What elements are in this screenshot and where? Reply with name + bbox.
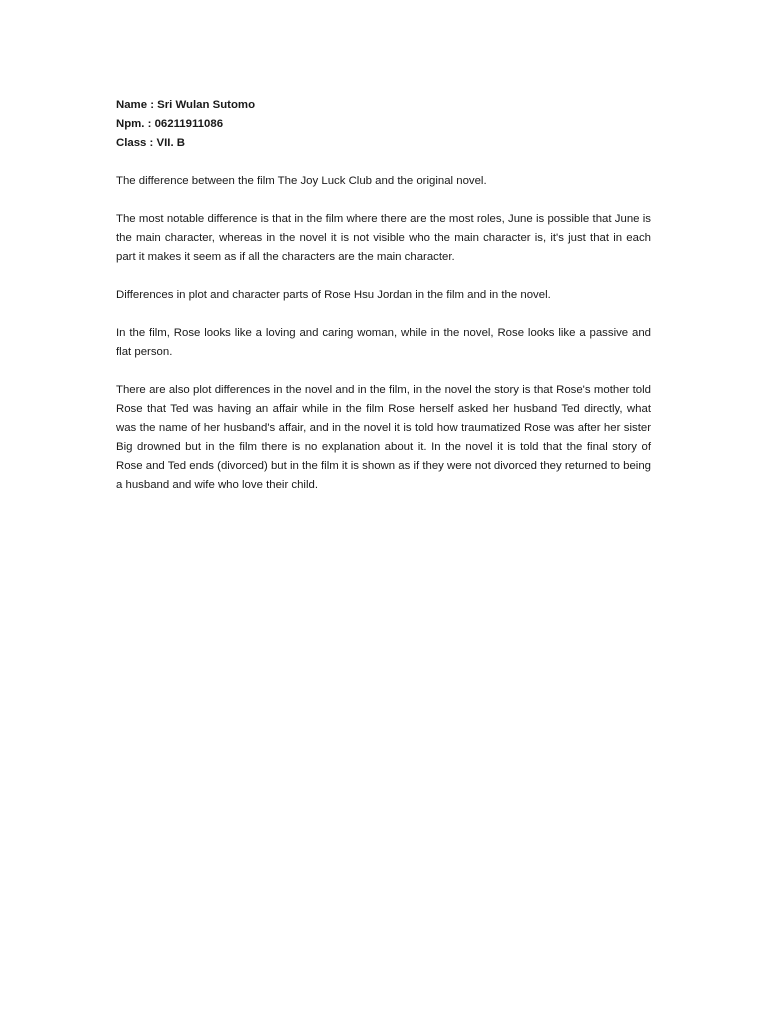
student-name: Name : Sri Wulan Sutomo	[116, 99, 256, 111]
paragraph-plot-differences: There are also plot differences in the novel and in the film, in the novel the story is that Rose's mother told Rose that Ted was having an affair while in the film Rose herself asked her husband Ted directly, what was the name of her husband's affair, and in the novel it is told how traumatized Rose was after her sister Big drowned but in the film there is no explanation about it. In the novel it is told that the final story of Rose and Ted ends (divorced) but in the film it is shown as if they were not divorced they returned to being a husband and wife who love their child.	[116, 384, 651, 491]
document-body	[116, 96, 651, 495]
student-npm: Npm. : 06211911086	[116, 118, 224, 130]
paragraph-intro: The difference between the film The Joy Luck Club and the original novel.	[116, 175, 487, 187]
paragraph-main-character: The most notable difference is that in the film where there are the most roles, June is possible that June is the main character, whereas in the novel it is not visible who the main character is, it's just that in each part it makes it seem as if all the characters are the main character.	[116, 213, 651, 263]
paragraph-rose-character: In the film, Rose looks like a loving and caring woman, while in the novel, Rose looks like a passive and flat person.	[116, 327, 651, 358]
student-class: Class : VII. B	[116, 137, 186, 149]
paragraph-rose-heading: Differences in plot and character parts of Rose Hsu Jordan in the film and in the novel.	[116, 289, 551, 301]
